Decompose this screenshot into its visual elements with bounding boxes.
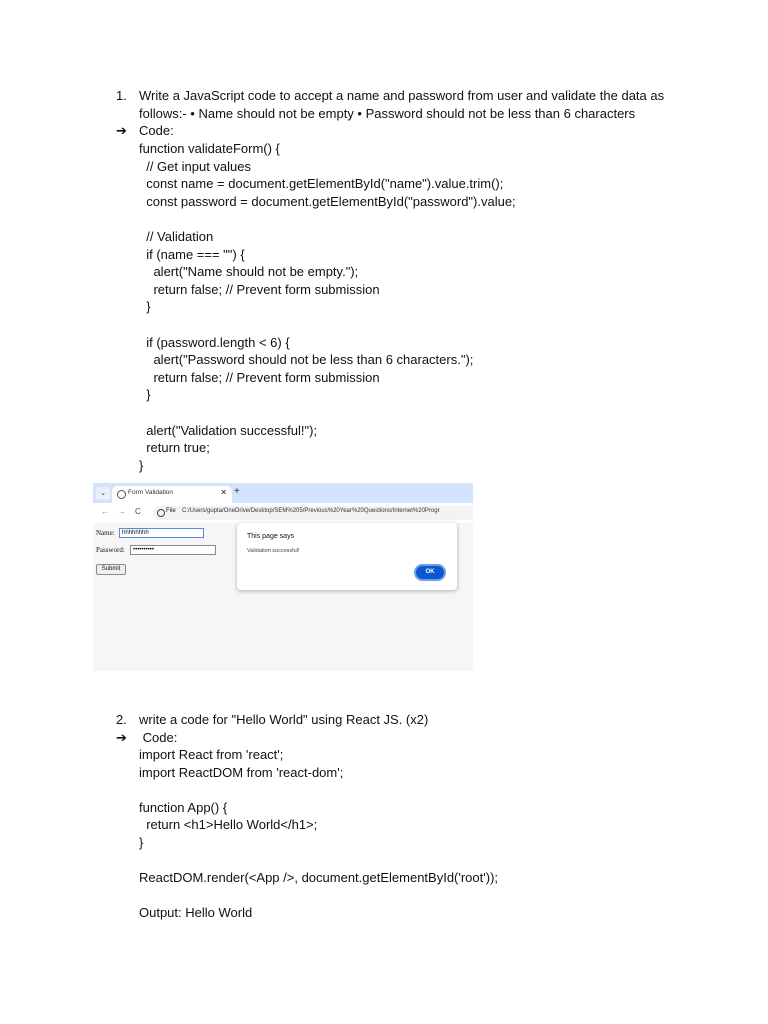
file-label: File — [166, 508, 176, 514]
code-label: Code: — [139, 123, 174, 138]
arrow-icon: ➔ — [116, 123, 127, 138]
code-line: // Get input values — [139, 158, 252, 174]
code-line: } — [139, 387, 151, 403]
url-text: C:/Users/gupta/OneDrive/Desktop/SEM%205/Previous%20Year%20Questions/Internet%20Progr — [182, 508, 440, 514]
name-input[interactable]: hhhhhhhh — [119, 528, 204, 538]
new-tab-icon[interactable]: + — [234, 486, 240, 497]
dialog-title: This page says — [247, 533, 295, 540]
question-1-text-cont: follows:- • Name should not be empty • Password should not be less than 6 characters — [139, 106, 636, 121]
ok-button[interactable]: OK — [414, 564, 446, 581]
back-icon[interactable]: ← — [101, 507, 109, 516]
code-line: return true; — [139, 440, 210, 456]
code-line: } — [139, 299, 151, 315]
code-line: return <h1>Hello World</h1>; — [139, 817, 318, 832]
browser-tab[interactable] — [112, 486, 232, 503]
submit-button[interactable]: Submit — [96, 564, 126, 575]
question-1-text: Write a JavaScript code to accept a name and password from user and validate the data as — [139, 88, 665, 103]
browser-screenshot — [93, 483, 473, 671]
arrow-icon: ➔ — [116, 730, 127, 745]
dialog-message: Validation successful! — [247, 548, 300, 554]
code-line: if (password.length < 6) { — [139, 334, 290, 350]
password-input[interactable]: •••••••••• — [130, 545, 216, 555]
code-line: import React from 'react'; — [139, 747, 284, 762]
code-line: alert("Name should not be empty."); — [139, 264, 359, 280]
address-bar — [93, 503, 473, 524]
code-line: } — [139, 834, 144, 850]
code-line: // Validation — [139, 229, 214, 244]
code-line: } — [139, 457, 144, 473]
close-tab-icon[interactable]: ✕ — [220, 488, 227, 497]
code-line: alert("Validation successful!"); — [139, 422, 318, 438]
code-line: const password = document.getElementById("password").value; — [139, 193, 516, 209]
code-line: const name = document.getElementById("name").value.trim(); — [139, 176, 504, 192]
globe-icon — [117, 490, 126, 499]
password-label: Password: — [96, 546, 125, 554]
code-line: function validateForm() { — [139, 141, 280, 156]
code-line: alert("Password should not be less than 6 characters."); — [139, 352, 474, 368]
code-line: Output: Hello World — [139, 904, 253, 920]
question-2-number: 2. — [116, 712, 127, 727]
code-line: import ReactDOM from 'react-dom'; — [139, 764, 344, 780]
tab-title: Form Validation — [128, 489, 174, 496]
name-label: Name: — [96, 529, 115, 537]
code-line: if (name === "") { — [139, 246, 245, 262]
code-line: function App() { — [139, 799, 228, 815]
reload-icon[interactable]: C — [135, 507, 141, 516]
info-icon — [157, 509, 165, 517]
code-label: Code: — [139, 730, 178, 745]
question-2-text: write a code for "Hello World" using React JS. (x2) — [139, 712, 429, 727]
forward-icon[interactable]: → — [118, 507, 126, 516]
alert-dialog — [237, 523, 457, 590]
question-1-number: 1. — [116, 88, 127, 103]
tab-bar — [93, 483, 473, 503]
code-line: ReactDOM.render(<App />, document.getElementById('root')); — [139, 869, 499, 885]
tab-search-icon[interactable]: ⌄ — [96, 487, 110, 500]
code-line: return false; // Prevent form submission — [139, 281, 380, 297]
url-field[interactable] — [153, 506, 473, 520]
code-line: return false; // Prevent form submission — [139, 369, 380, 385]
